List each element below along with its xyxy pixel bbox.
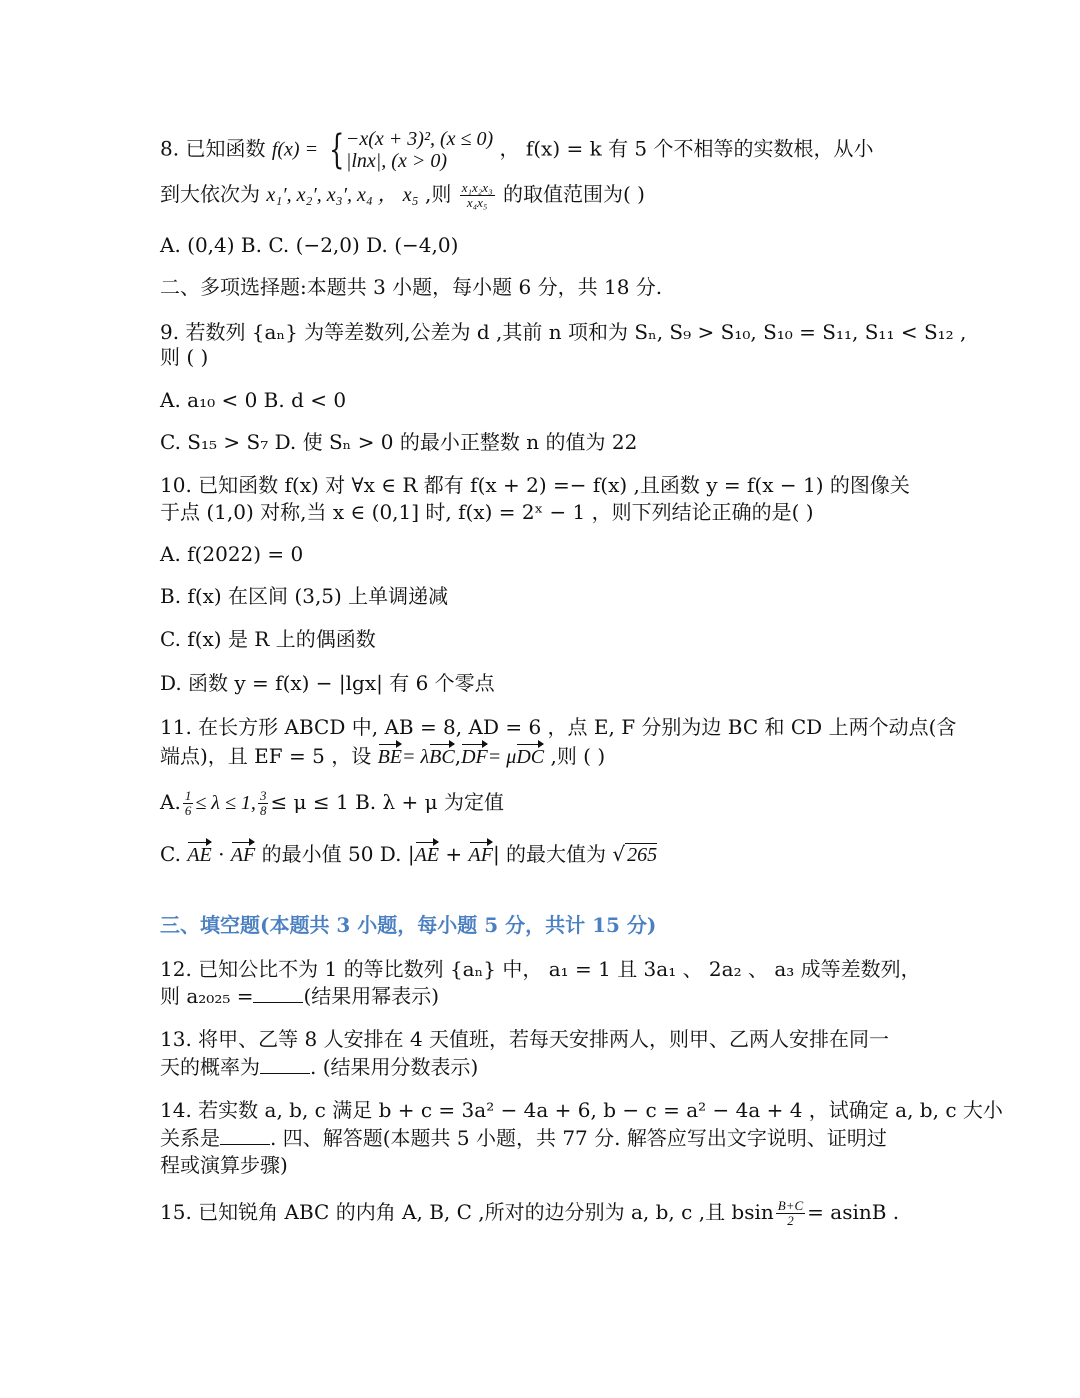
- fraction-3-8: [258, 789, 269, 818]
- q11-opt-a-mid: ≤ λ ≤ 1,: [195, 792, 256, 814]
- q14-line2: [160, 1124, 887, 1152]
- q12-note: (结果用幂表示): [303, 984, 440, 1008]
- q15-line1: [160, 1198, 899, 1228]
- q8-cases: [346, 128, 493, 172]
- section4-heading: . 四、解答题(本题共 5 小题，共 77 分. 解答应写出文字说明、证明过: [270, 1126, 887, 1150]
- q8-frac-den: x₄x₅: [466, 195, 488, 210]
- q8-line1: [160, 128, 874, 172]
- vector-bc: BC: [429, 743, 455, 771]
- q8-frac-num: x₁x₂x₃: [461, 180, 493, 195]
- frac-num: 1: [184, 788, 192, 803]
- q9-options-ab: A. a₁₀ < 0 B. d < 0: [160, 388, 347, 412]
- q15-text: 15. 已知锐角 ABC 的内角 A, B, C ,所对的边分别为 a, b, c ,且 bsin: [160, 1200, 774, 1224]
- q9-line2: 则 ( ): [160, 345, 209, 369]
- q11-eq2: = μ: [487, 746, 517, 768]
- vector-ae: AE: [415, 841, 439, 869]
- q8-options: A. (0,4) B. C. (−2,0) D. (−4,0): [160, 233, 459, 257]
- frac-den: 8: [259, 803, 267, 818]
- q11-opt-d-end: | 的最大值为 √: [492, 842, 626, 866]
- q11-opt-c-label: C.: [160, 842, 181, 866]
- q8-fraction: [460, 181, 495, 210]
- brace-icon: {: [329, 127, 345, 173]
- vector-df: DF: [461, 743, 488, 771]
- q11-line1: 11. 在长方形 ABCD 中, AB = 8, AD = 6 ，点 E, F 分别为边 BC 和 CD 上两个动点(含: [160, 715, 957, 739]
- q8-line2: [160, 180, 645, 210]
- answer-blank: [253, 984, 303, 1003]
- vector-af: AF: [231, 841, 255, 869]
- plus-op: +: [439, 842, 469, 866]
- q11-opt-a-label: A.: [160, 790, 181, 814]
- answer-blank: [220, 1126, 270, 1145]
- q13-text: 天的概率为: [160, 1055, 260, 1079]
- q9-options-cd: C. S₁₅ > S₇ D. 使 Sₙ > 0 的最小正整数 n 的值为 22: [160, 430, 638, 454]
- q8-func: f(x) =: [271, 138, 319, 161]
- q11-options-ab: [160, 788, 504, 818]
- q9-line1: 9. 若数列 {aₙ} 为等差数列,公差为 d ,其前 n 项和为 Sₙ, S₉ > S₁₀, S₁₀ = S₁₁, S₁₁ < S₁₂ ,: [160, 320, 967, 344]
- frac-den: 6: [184, 803, 192, 818]
- q8-case1: −x(x + 3)², (x ≤ 0): [345, 128, 494, 150]
- q13-line1: 13. 将甲、乙等 8 人安排在 4 天值班，若每天安排两人，则甲、乙两人安排在同一: [160, 1027, 890, 1051]
- frac-num: 3: [259, 788, 267, 803]
- q11-opt-a-end: ≤ μ ≤ 1 B. λ + μ 为定值: [270, 790, 505, 814]
- q12-text: 则 a₂₀₂₅ =: [160, 984, 254, 1008]
- q8-text: 8. 已知函数: [160, 136, 266, 161]
- dot-op: ·: [211, 842, 231, 866]
- q14-line3: 程或演算步骤): [160, 1153, 288, 1177]
- q10-option-a: A. f(2022) = 0: [160, 542, 304, 566]
- q14-line1: 14. 若实数 a, b, c 满足 b + c = 3a² − 4a + 6, b − c = a² − 4a + 4 ，试确定 a, b, c 大小: [160, 1098, 1003, 1122]
- q11-comma: ,: [454, 744, 462, 768]
- q8-roots: x₁′, x₂′, x₃′, x₄ ， x₅: [266, 184, 419, 206]
- q12-line1: 12. 已知公比不为 1 的等比数列 {aₙ} 中， a₁ = 1 且 3a₁ 、 2a₂ 、 a₃ 成等差数列，: [160, 957, 921, 981]
- q8-then: ,则: [425, 182, 452, 206]
- vector-be: BE: [378, 743, 402, 771]
- q8-range: 的取值范围为( ): [502, 182, 645, 206]
- q11-then: ,则 ( ): [550, 744, 606, 768]
- q10-line2: 于点 (1,0) 对称,当 x ∈ (0,1] 时, f(x) = 2ˣ − 1 ，则下列结论正确的是( ): [160, 500, 814, 524]
- fraction-1-6: [183, 789, 194, 818]
- q13-note: . (结果用分数表示): [310, 1055, 479, 1079]
- q11-text: 端点)，且 EF = 5 ，设: [160, 744, 372, 768]
- q11-options-cd: [160, 840, 657, 869]
- q10-option-c: C. f(x) 是 R 上的偶函数: [160, 627, 376, 651]
- q15-fraction: [776, 1199, 805, 1228]
- q10-option-b: B. f(x) 在区间 (3,5) 上单调递减: [160, 584, 449, 608]
- section3-heading: 三、填空题(本题共 3 小题，每小题 5 分，共计 15 分): [160, 913, 657, 937]
- q13-line2: [160, 1053, 478, 1081]
- q11-line2: [160, 742, 605, 771]
- q8-case2: |lnx|, (x > 0): [345, 150, 447, 172]
- q8-text2: 到大依次为: [160, 182, 260, 206]
- q10-line1: 10. 已知函数 f(x) 对 ∀x ∈ R 都有 f(x + 2) =− f(x) ,且函数 y = f(x − 1) 的图像关: [160, 473, 910, 497]
- q11-eq1: = λ: [402, 746, 430, 768]
- section2-heading: 二、多项选择题:本题共 3 小题，每小题 6 分，共 18 分.: [160, 275, 663, 299]
- q14-text: 关系是: [160, 1126, 220, 1150]
- answer-blank: [260, 1055, 310, 1074]
- vector-dc: DC: [516, 743, 544, 771]
- q8-text-end: ， f(x) = k 有 5 个不相等的实数根，从小: [499, 136, 874, 161]
- vector-af: AF: [469, 841, 493, 869]
- frac-den: 2: [787, 1213, 794, 1228]
- q11-opt-c-mid: 的最小值 50 D. |: [261, 842, 415, 866]
- q10-option-d: D. 函数 y = f(x) − |lgx| 有 6 个零点: [160, 671, 495, 695]
- vector-ae: AE: [187, 841, 211, 869]
- q15-text-end: = asinB .: [807, 1200, 900, 1224]
- sqrt-value: 265: [627, 844, 658, 866]
- frac-num: B+C: [777, 1198, 804, 1213]
- q12-line2: [160, 982, 439, 1010]
